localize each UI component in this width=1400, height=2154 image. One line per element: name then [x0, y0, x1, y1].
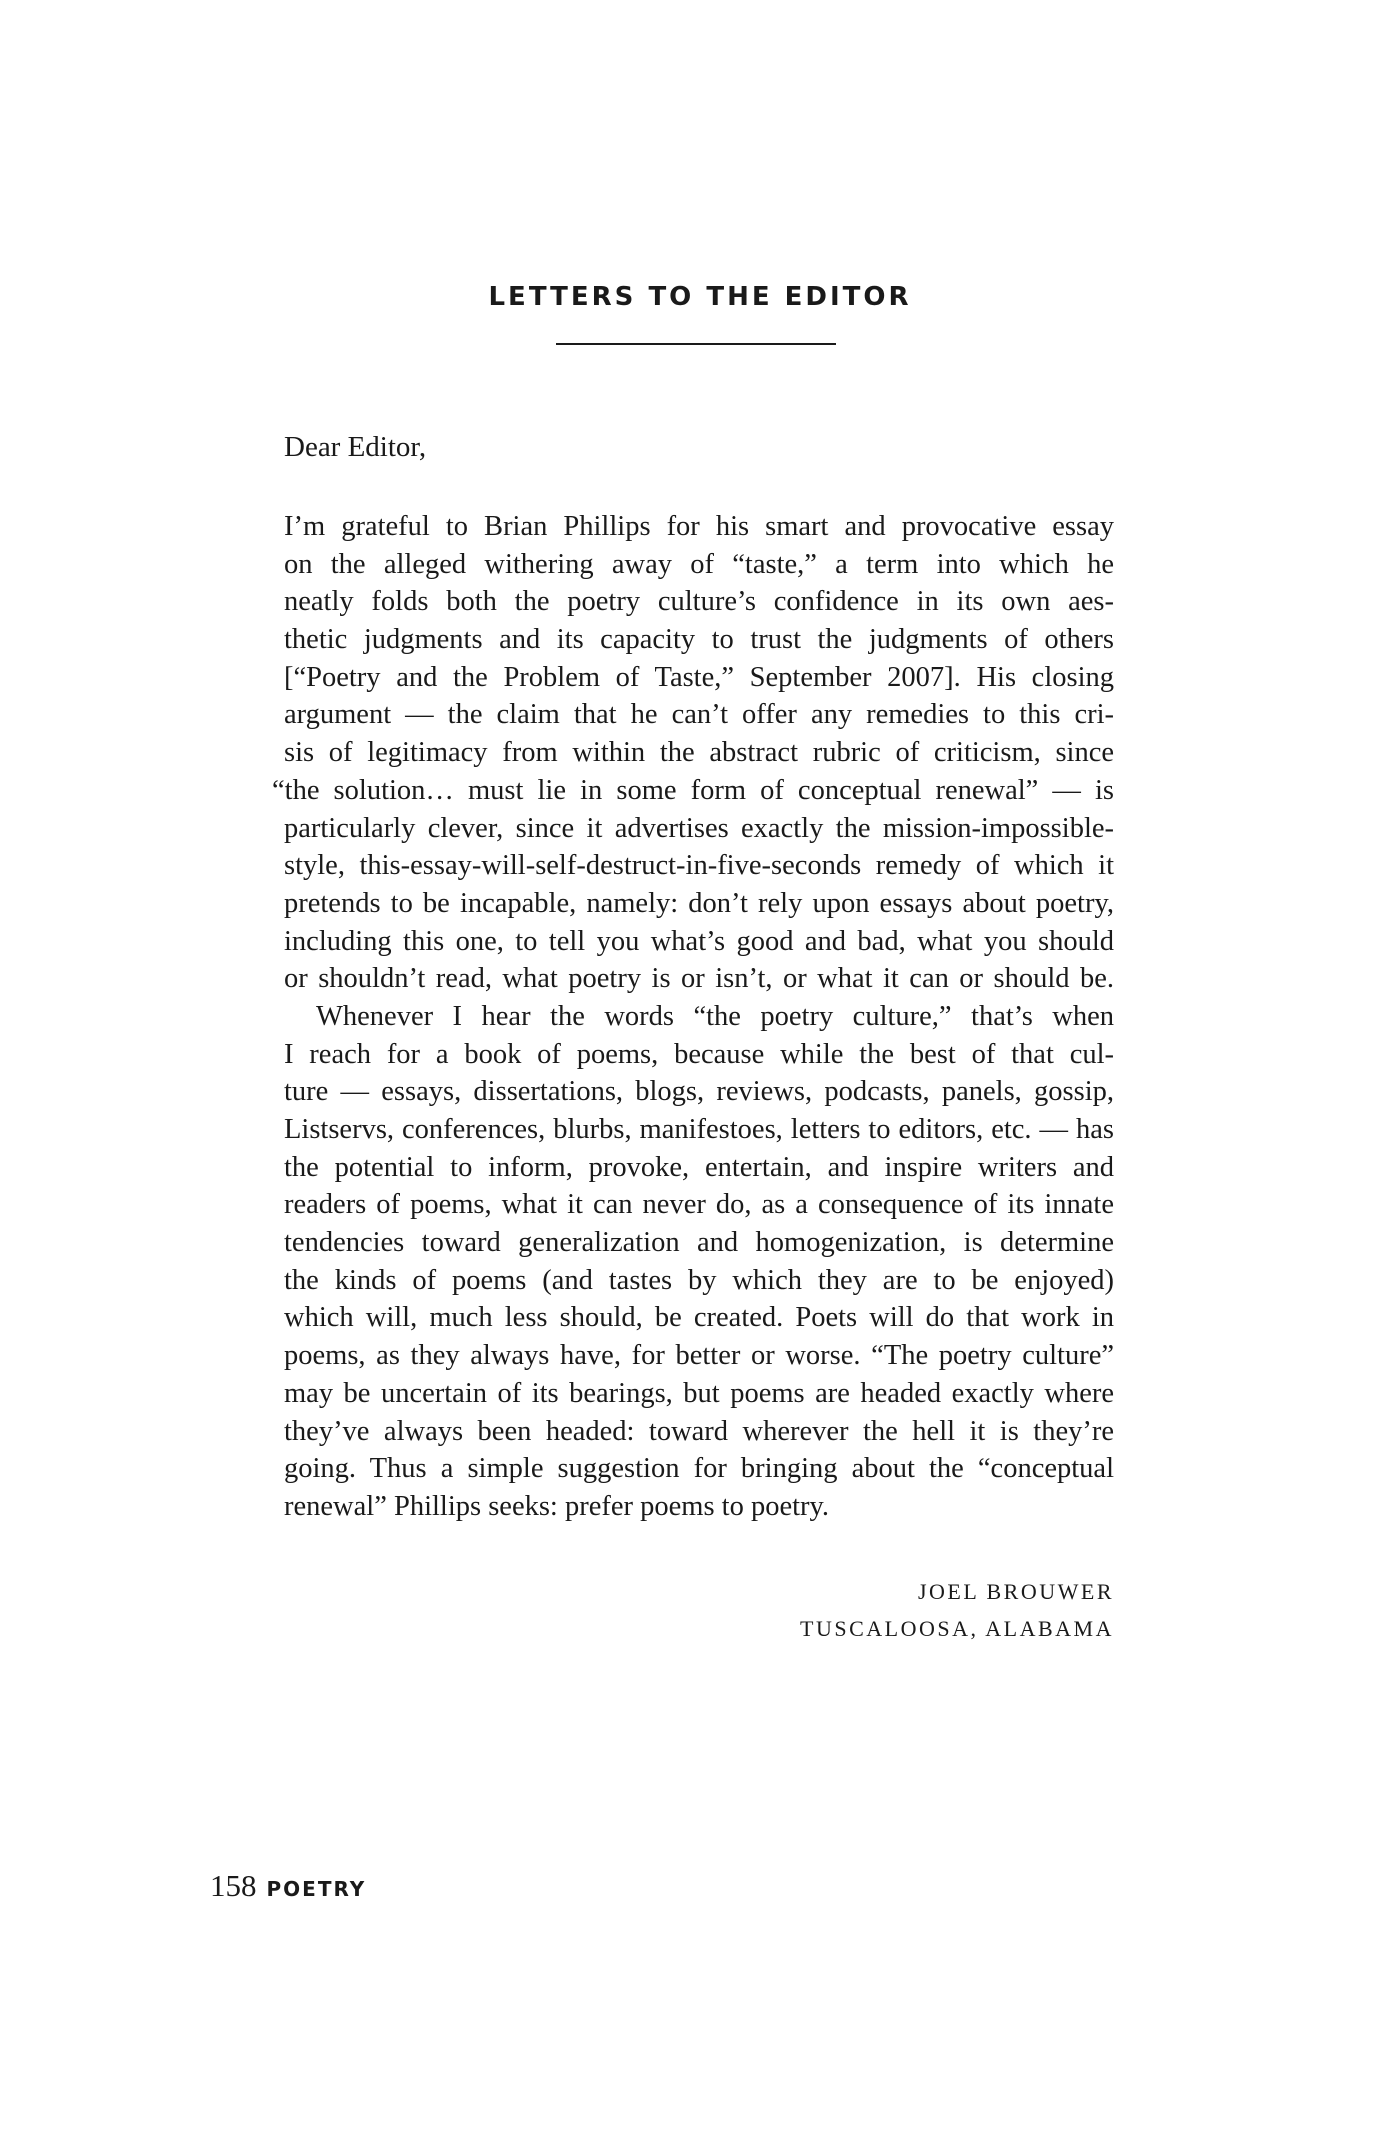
paragraph-2-line: Whenever I hear the words “the poetry culture,” that’s when	[316, 1000, 1114, 1032]
journal-title: POETRY	[266, 1877, 367, 1901]
paragraph-1-line: including this one, to tell you what’s good and bad, what you should	[284, 925, 1114, 957]
paragraph-1-line: or shouldn’t read, what poetry is or isn’t, or what it can or should be.	[284, 963, 1114, 995]
page-footer	[210, 1868, 366, 1904]
author-name: JOEL BROUWER	[917, 1579, 1114, 1604]
page-number: 158	[210, 1868, 257, 1903]
letter-signature	[700, 1573, 1114, 1647]
title-rule-divider	[556, 343, 836, 345]
paragraph-2-line: tendencies toward generalization and homogenization, is determine	[284, 1227, 1114, 1259]
paragraph-2-line: going. Thus a simple suggestion for bringing about the “conceptual	[284, 1453, 1114, 1485]
paragraph-2-line: readers of poems, what it can never do, as a consequence of its innate	[284, 1189, 1114, 1221]
paragraph-2-line: which will, much less should, be created. Poets will do that work in	[284, 1302, 1114, 1334]
paragraph-1-line: pretends to be incapable, namely: don’t rely upon essays about poetry,	[284, 887, 1114, 919]
paragraph-1-line: neatly folds both the poetry culture’s confidence in its own aes-	[284, 586, 1114, 618]
paragraph-2-line: ture — essays, dissertations, blogs, reviews, podcasts, panels, gossip,	[284, 1076, 1114, 1108]
paragraph-1-line: sis of legitimacy from within the abstract rubric of criticism, since	[284, 737, 1114, 769]
paragraph-2-line: poems, as they always have, for better or worse. “The poetry culture”	[284, 1340, 1114, 1372]
paragraph-2-line: they’ve always been headed: toward wherever the hell it is they’re	[284, 1415, 1114, 1447]
paragraph-1-line: I’m grateful to Brian Phillips for his smart and provocative essay	[284, 511, 1114, 542]
letter-salutation: Dear Editor,	[284, 431, 427, 463]
paragraph-2-line: the potential to inform, provoke, entertain, and inspire writers and	[284, 1151, 1114, 1183]
paragraph-1-line: argument — the claim that he can’t offer any remedies to this cri-	[284, 699, 1114, 731]
paragraph-1-line: “the solution… must lie in some form of conceptual renewal” — is	[272, 774, 1114, 806]
paragraph-1-line: thetic judgments and its capacity to trust the judgments of others	[284, 624, 1114, 656]
paragraph-2-line: Listservs, conferences, blurbs, manifestoes, letters to editors, etc. — has	[284, 1114, 1114, 1145]
author-location: TUSCALOOSA, ALABAMA	[800, 1616, 1114, 1641]
paragraph-2-line: renewal” Phillips seeks: prefer poems to poetry.	[284, 1490, 830, 1522]
paragraph-1-line: particularly clever, since it advertises exactly the mission-impossible-	[284, 812, 1114, 844]
letter-body	[272, 508, 1114, 1526]
paragraph-2-line: may be uncertain of its bearings, but poems are headed exactly where	[284, 1377, 1114, 1409]
paragraph-2-line: I reach for a book of poems, because while the best of that cul-	[284, 1038, 1114, 1070]
paragraph-1-line: style, this-essay-will-self-destruct-in-five-seconds remedy of which it	[284, 850, 1114, 882]
paragraph-1-line: on the alleged withering away of “taste,” a term into which he	[284, 548, 1114, 580]
section-title: LETTERS TO THE EDITOR	[488, 282, 912, 312]
paragraph-2-line: the kinds of poems (and tastes by which they are to be enjoyed)	[284, 1264, 1114, 1296]
paragraph-1-line: [“Poetry and the Problem of Taste,” September 2007]. His closing	[284, 661, 1114, 693]
